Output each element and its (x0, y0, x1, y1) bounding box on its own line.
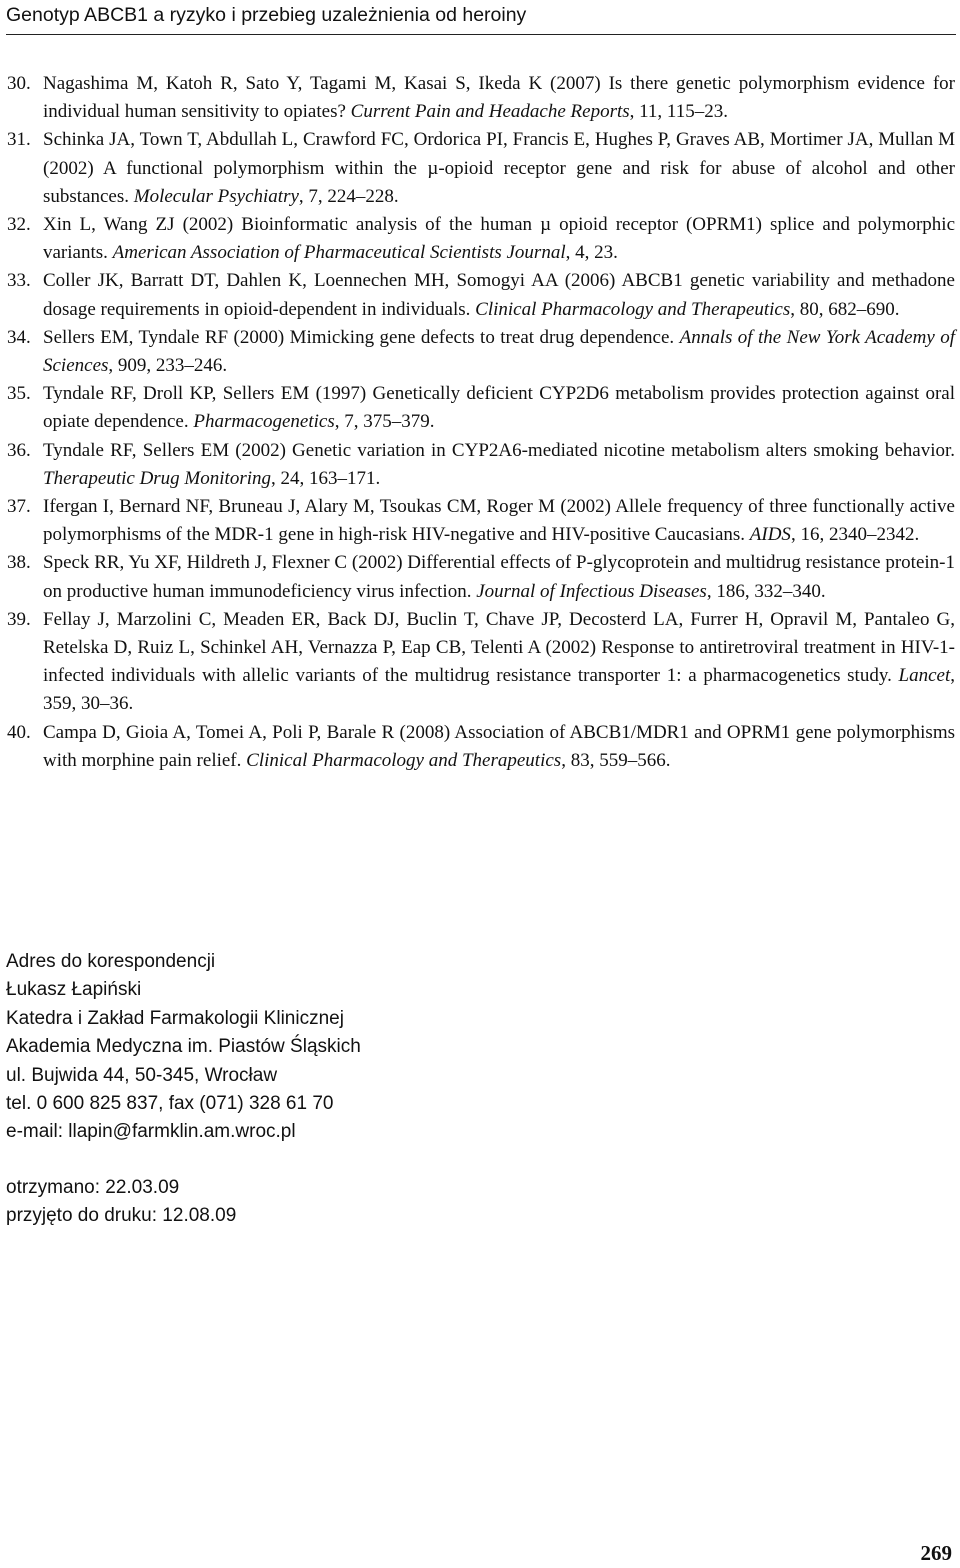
reference-item (7, 267, 955, 323)
reference-number: 38. (7, 552, 31, 574)
reference-item (7, 211, 955, 267)
reference-authors-title: Nagashima M, Katoh R, Sato Y, Tagami M, Kasai S, Ikeda K (2007) Is there genetic polymorphism evidence for individual human sensitivity to opiates? (43, 73, 955, 123)
reference-details: , 359, 30–36. (43, 665, 955, 715)
reference-details: , 4, 23. (565, 242, 618, 264)
institution: Akademia Medyczna im. Piastów Śląskich (6, 1036, 361, 1058)
reference-details: , 186, 332–340. (706, 580, 826, 602)
reference-item (7, 126, 955, 211)
reference-item (7, 493, 955, 549)
reference-details: , 7, 375–379. (334, 411, 435, 433)
accepted-date: przyjęto do druku: 12.08.09 (6, 1205, 237, 1227)
reference-journal: Current Pain and Headache Reports (350, 101, 630, 123)
reference-journal: American Association of Pharmaceutical Scientists Journal (112, 242, 566, 264)
reference-number: 39. (7, 608, 31, 630)
reference-authors-title: Sellers EM, Tyndale RF (2000) Mimicking gene defects to treat drug dependence. (43, 326, 680, 348)
reference-authors-title: Fellay J, Marzolini C, Meaden ER, Back DJ, Buclin T, Chave JP, Decosterd LA, Furrer H, Opravil M, Pantaleo G, Retelska D, Ruiz L, Schinkel AH, Vernazza P, Eap CB, Telenti A (2002) Response to antiretroviral treatment in HIV-1-infected individuals with allelic variants of the multidrug resistance transporter 1: a pharmacogenetics study. (43, 608, 955, 687)
reference-journal: Clinical Pharmacology and Therapeutics (475, 298, 791, 320)
reference-journal: Pharmacogenetics (193, 411, 335, 433)
manuscript-dates (6, 1174, 606, 1231)
correspondence-heading: Adres do korespondencji (6, 951, 216, 972)
email-address: e-mail: llapin@farmklin.am.wroc.pl (6, 1121, 296, 1143)
reference-authors-title: Tyndale RF, Droll KP, Sellers EM (1997) Genetically deficient CYP2D6 metabolism provides protection against oral opiate dependence. (43, 383, 955, 433)
correspondence-address (6, 948, 606, 1147)
reference-authors-title: Campa D, Gioia A, Tomei A, Poli P, Barale R (2008) Association of ABCB1/MDR1 and OPRM1 gene polymorphisms with morphine pain relief. (43, 721, 955, 771)
reference-details: , 80, 682–690. (790, 298, 900, 320)
reference-number: 34. (7, 326, 31, 348)
reference-number: 31. (7, 129, 31, 151)
reference-details: , 11, 115–23. (629, 101, 728, 123)
reference-number: 36. (7, 439, 31, 461)
reference-authors-title: Tyndale RF, Sellers EM (2002) Genetic variation in CYP2A6-mediated nicotine metabolism alters smoking behavior. (43, 439, 955, 461)
reference-number: 40. (7, 721, 31, 743)
street-address: ul. Bujwida 44, 50-345, Wrocław (6, 1064, 278, 1086)
reference-details: , 83, 559–566. (561, 749, 671, 771)
reference-item (7, 549, 955, 605)
reference-details: , 24, 163–171. (271, 467, 381, 489)
reference-item (7, 380, 955, 436)
received-date: otrzymano: 22.03.09 (6, 1177, 180, 1198)
reference-journal: Therapeutic Drug Monitoring (43, 467, 271, 489)
reference-details: , 909, 233–246. (108, 355, 228, 377)
reference-journal: Lancet (898, 665, 951, 687)
reference-item (7, 70, 955, 126)
reference-item (7, 437, 955, 493)
department: Katedra i Zakład Farmakologii Klinicznej (6, 1007, 344, 1029)
reference-journal: AIDS (749, 524, 791, 546)
reference-journal: Annals of the New York Academy of Sciences (43, 326, 955, 377)
author-name: Łukasz Łapiński (6, 979, 142, 1001)
reference-number: 35. (7, 383, 31, 405)
reference-authors-title: Xin L, Wang ZJ (2002) Bioinformatic analysis of the human µ opioid receptor (OPRM1) splice and polymorphic variants. (43, 214, 955, 264)
reference-journal: Molecular Psychiatry (133, 185, 299, 207)
phone-fax: tel. 0 600 825 837, fax (071) 328 61 70 (6, 1093, 334, 1115)
reference-number: 30. (7, 73, 31, 94)
reference-item (7, 606, 955, 719)
reference-details: , 7, 224–228. (298, 185, 399, 207)
reference-item (7, 324, 955, 380)
reference-number: 37. (7, 496, 31, 518)
reference-journal: Clinical Pharmacology and Therapeutics (246, 749, 562, 771)
reference-authors-title: Speck RR, Yu XF, Hildreth J, Flexner C (2002) Differential effects of P-glycoprotein and multidrug resistance protein-1 on productive human immunodeficiency virus infection. (43, 552, 955, 602)
reference-number: 32. (7, 214, 31, 236)
page-number: 269 (920, 1541, 952, 1565)
reference-item (7, 719, 955, 775)
running-head: Genotyp ABCB1 a ryzyko i przebieg uzależnienia od heroiny (6, 4, 527, 26)
reference-authors-title: Schinka JA, Town T, Abdullah L, Crawford FC, Ordorica PI, Francis E, Hughes P, Graves AB, Mortimer JA, Mullan M (2002) A functional polymorphism within the µ-opioid receptor gene and risk for abuse of alcohol and other substances. (43, 129, 955, 207)
reference-details: , 16, 2340–2342. (790, 524, 920, 546)
reference-authors-title: Coller JK, Barratt DT, Dahlen K, Loennechen MH, Somogyi AA (2006) ABCB1 genetic variability and methadone dosage requirements in opioid-dependent in individuals. (43, 270, 955, 320)
reference-authors-title: Ifergan I, Bernard NF, Bruneau J, Alary M, Tsoukas CM, Roger M (2002) Allele frequency of three functionally active polymorphisms of the MDR-1 gene in high-risk HIV-negative and HIV-positive Caucasians. (43, 496, 955, 546)
header-rule (6, 34, 956, 35)
reference-list (7, 70, 955, 775)
reference-journal: Journal of Infectious Diseases (476, 580, 707, 602)
reference-number: 33. (7, 270, 31, 292)
